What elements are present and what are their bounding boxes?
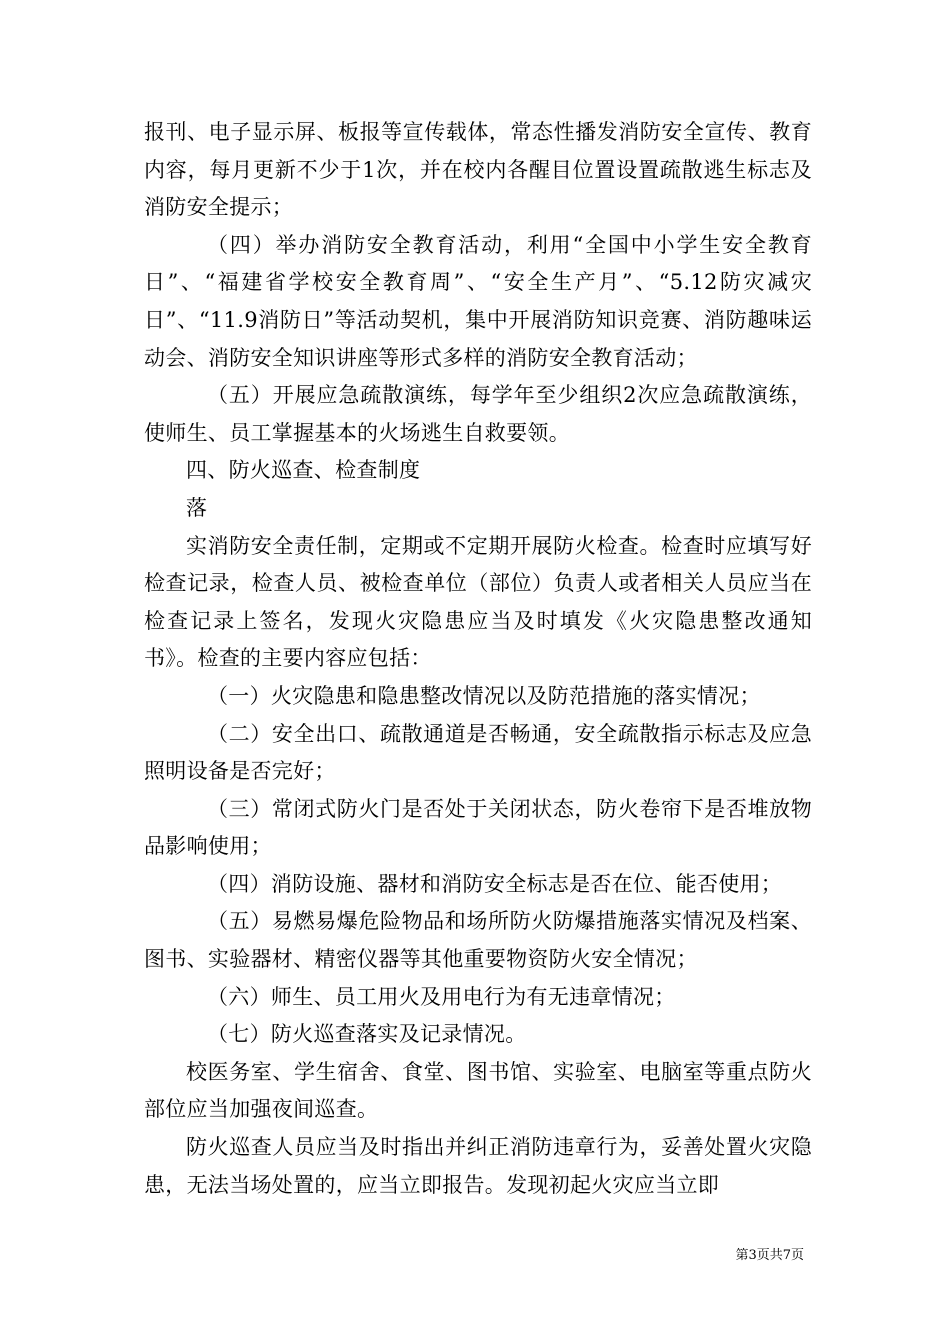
section-heading-patrol-inspection: 四、防火巡查、检查制度 [186,458,421,483]
document-body [144,114,812,1204]
inspection-item-6: （六）师生、员工用火及用电行为有无违章情况； [207,984,676,1009]
inspection-item-2: （二）安全出口、疏散通道是否畅通，安全疏散指示标志及应急照明设备是否完好； [144,721,812,784]
inspection-item-5: （五）易燃易爆危险物品和场所防火防爆措施落实情况及档案、图书、实验器材、精密仪器等其他重要物资防火安全情况； [144,909,812,972]
page-number-footer: 第3页共7页 [735,1248,804,1263]
paragraph-night-patrol: 校医务室、学生宿舍、食堂、图书馆、实验室、电脑室等重点防火部位应当加强夜间巡查。 [144,1059,812,1122]
paragraph-patrol-duties: 防火巡查人员应当及时指出并纠正消防违章行为，妥善处置火灾隐患，无法当场处置的，应当立即报告。发现初起火灾应当立即 [144,1135,812,1197]
inspection-item-7: （七）防火巡查落实及记录情况。 [207,1022,527,1047]
paragraph-item-5-evacuation-drill: （五）开展应急疏散演练，每学年至少组织2次应急疏散演练，使师生、员工掌握基本的火场逃生自救要领。 [144,383,812,445]
paragraph-fragment: 落 [186,495,208,520]
paragraph-continuation: 报刊、电子显示屏、板报等宣传载体，常态性播发消防安全宣传、教育内容，每月更新不少于1次，并在校内各醒目位置设置疏散逃生标志及消防安全提示； [144,120,812,220]
paragraph-inspection-intro: 实消防安全责任制，定期或不定期开展防火检查。检查时应填写好检查记录，检查人员、被检查单位（部位）负责人或者相关人员应当在检查记录上签名，发现火灾隐患应当及时填发《火灾隐患整改通知书》。检查的主要内容应包括： [144,533,812,671]
inspection-item-1: （一）火灾隐患和隐患整改情况以及防范措施的落实情况； [207,683,761,708]
paragraph-item-4-education-activities: （四）举办消防安全教育活动，利用“全国中小学生安全教育日”、“福建省学校安全教育周”、“安全生产月”、“5.12防灾减灾日”、“11.9消防日”等活动契机，集中开展消防知识竞赛、消防趣味运动会、消防安全知识讲座等形式多样的消防安全教育活动； [144,232,812,370]
inspection-item-3: （三）常闭式防火门是否处于关闭状态，防火卷帘下是否堆放物品影响使用； [144,796,812,859]
inspection-item-4: （四）消防设施、器材和消防安全标志是否在位、能否使用； [207,871,783,896]
